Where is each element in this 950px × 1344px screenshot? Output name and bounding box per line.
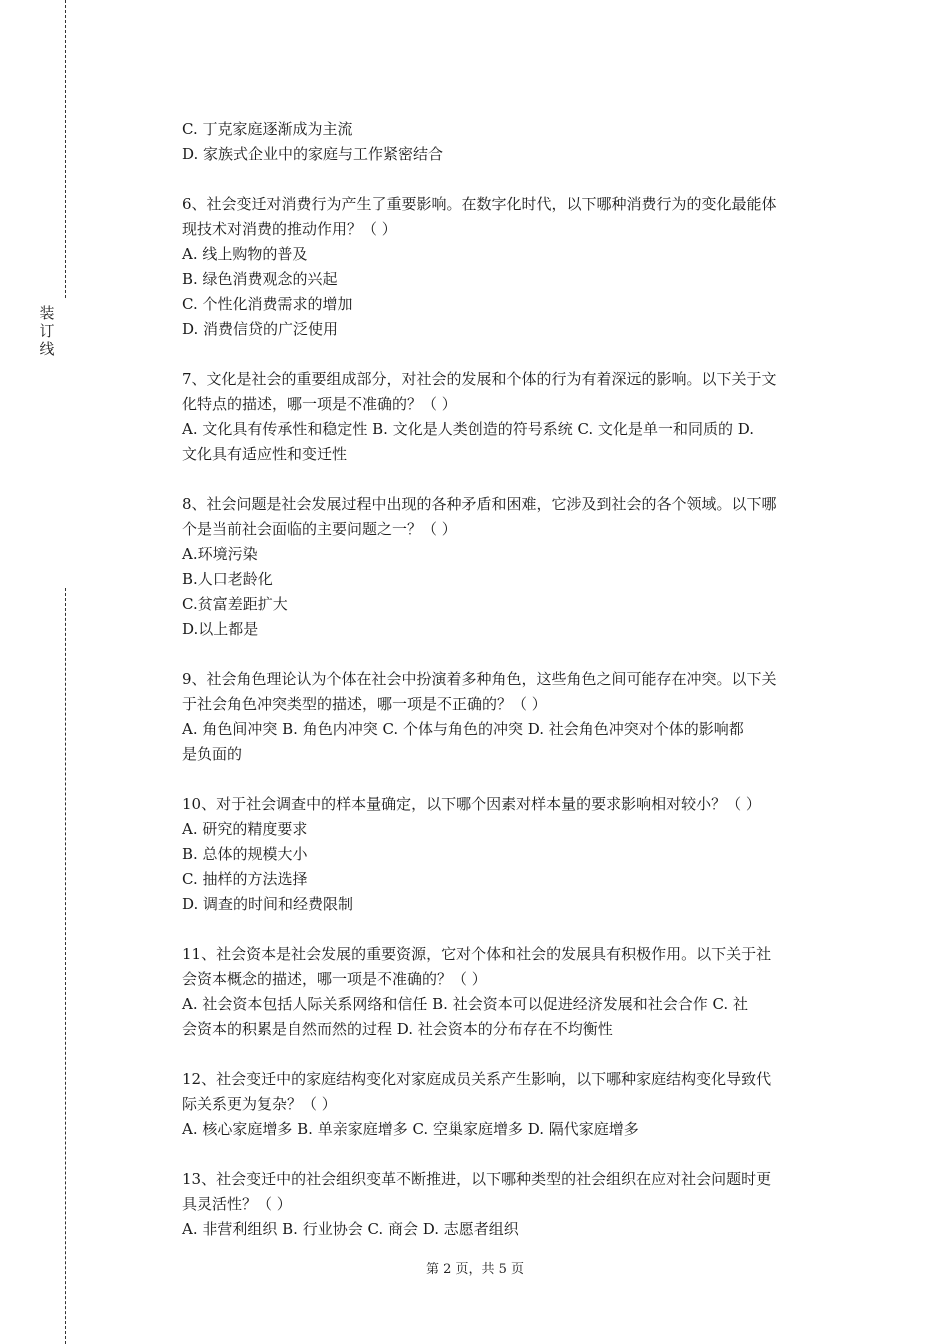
option-line: D. 调查的时间和经费限制 — [182, 895, 354, 913]
option-line: 会资本的积累是自然而然的过程 D. 社会资本的分布存在不均衡性 — [182, 1020, 613, 1038]
option-line: A. 研究的精度要求 — [182, 820, 308, 838]
question-stem-line: 9、社会角色理论认为个体在社会中扮演着多种角色，这些角色之间可能存在冲突。以下关 — [182, 670, 777, 688]
binding-dashed-line-top — [65, 0, 66, 298]
question-stem-line: 6、社会变迁对消费行为产生了重要影响。在数字化时代，以下哪种消费行为的变化最能体 — [182, 195, 777, 213]
option-line: C. 个性化消费需求的增加 — [182, 295, 353, 313]
option-line: 是负面的 — [182, 745, 243, 763]
option-line: A. 角色间冲突 B. 角色内冲突 C. 个体与角色的冲突 D. 社会角色冲突对个体的影响都 — [182, 720, 744, 738]
option-line: A.环境污染 — [182, 545, 258, 563]
question-12 — [182, 1067, 842, 1142]
option-line: B. 绿色消费观念的兴起 — [182, 270, 338, 288]
question-stem-line: 际关系更为复杂？（ ） — [182, 1095, 337, 1113]
option-line: B.人口老龄化 — [182, 570, 273, 588]
question-13 — [182, 1167, 842, 1242]
question-7 — [182, 367, 842, 467]
option-line: A. 线上购物的普及 — [182, 245, 308, 263]
question-8 — [182, 492, 842, 642]
binding-char: 装 — [39, 304, 55, 322]
question-stem-line: 11、社会资本是社会发展的重要资源，它对个体和社会的发展具有积极作用。以下关于社 — [182, 945, 772, 963]
page-number-footer: 第 2 页，共 5 页 — [425, 1262, 525, 1277]
question-11 — [182, 942, 842, 1042]
question-content — [182, 117, 842, 1242]
option-line: A. 核心家庭增多 B. 单亲家庭增多 C. 空巢家庭增多 D. 隔代家庭增多 — [182, 1120, 639, 1138]
binding-label — [38, 304, 56, 358]
binding-char: 线 — [39, 340, 55, 358]
question-5-continuation — [182, 117, 842, 167]
question-stem-line: 具灵活性？（ ） — [182, 1195, 292, 1213]
question-stem-line: 个是当前社会面临的主要问题之一？（ ） — [182, 520, 457, 538]
question-stem-line: 于社会角色冲突类型的描述，哪一项是不正确的？（ ） — [182, 695, 547, 713]
question-stem-line: 化特点的描述，哪一项是不准确的？（ ） — [182, 395, 457, 413]
question-stem-line: 7、文化是社会的重要组成部分，对社会的发展和个体的行为有着深远的影响。以下关于文 — [182, 370, 777, 388]
option-line: 文化具有适应性和变迁性 — [182, 445, 348, 463]
question-stem-line: 现技术对消费的推动作用？（ ） — [182, 220, 397, 238]
question-stem-line: 13、社会变迁中的社会组织变革不断推进，以下哪种类型的社会组织在应对社会问题时更 — [182, 1170, 772, 1188]
option-line: B. 总体的规模大小 — [182, 845, 308, 863]
option-line: D. 消费信贷的广泛使用 — [182, 320, 339, 338]
binding-char: 订 — [39, 322, 55, 340]
option-line: D. 家族式企业中的家庭与工作紧密结合 — [182, 145, 444, 163]
option-line: A. 社会资本包括人际关系网络和信任 B. 社会资本可以促进经济发展和社会合作 C. 社 — [182, 995, 748, 1013]
question-stem-line: 8、社会问题是社会发展过程中出现的各种矛盾和困难，它涉及到社会的各个领域。以下哪 — [182, 495, 777, 513]
binding-dashed-line-bottom — [65, 588, 66, 1344]
question-10 — [182, 792, 842, 917]
option-line: A. 非营利组织 B. 行业协会 C. 商会 D. 志愿者组织 — [182, 1220, 519, 1238]
question-stem-line: 10、对于社会调查中的样本量确定，以下哪个因素对样本量的要求影响相对较小？（ ） — [182, 795, 761, 813]
question-stem-line: 会资本概念的描述，哪一项是不准确的？（ ） — [182, 970, 487, 988]
option-line: C. 丁克家庭逐渐成为主流 — [182, 120, 353, 138]
option-line: C.贫富差距扩大 — [182, 595, 288, 613]
question-9 — [182, 667, 842, 767]
option-line: D.以上都是 — [182, 620, 259, 638]
question-6 — [182, 192, 842, 342]
option-line: A. 文化具有传承性和稳定性 B. 文化是人类创造的符号系统 C. 文化是单一和同质的 D. — [182, 420, 754, 438]
option-line: C. 抽样的方法选择 — [182, 870, 308, 888]
question-stem-line: 12、社会变迁中的家庭结构变化对家庭成员关系产生影响，以下哪种家庭结构变化导致代 — [182, 1070, 772, 1088]
